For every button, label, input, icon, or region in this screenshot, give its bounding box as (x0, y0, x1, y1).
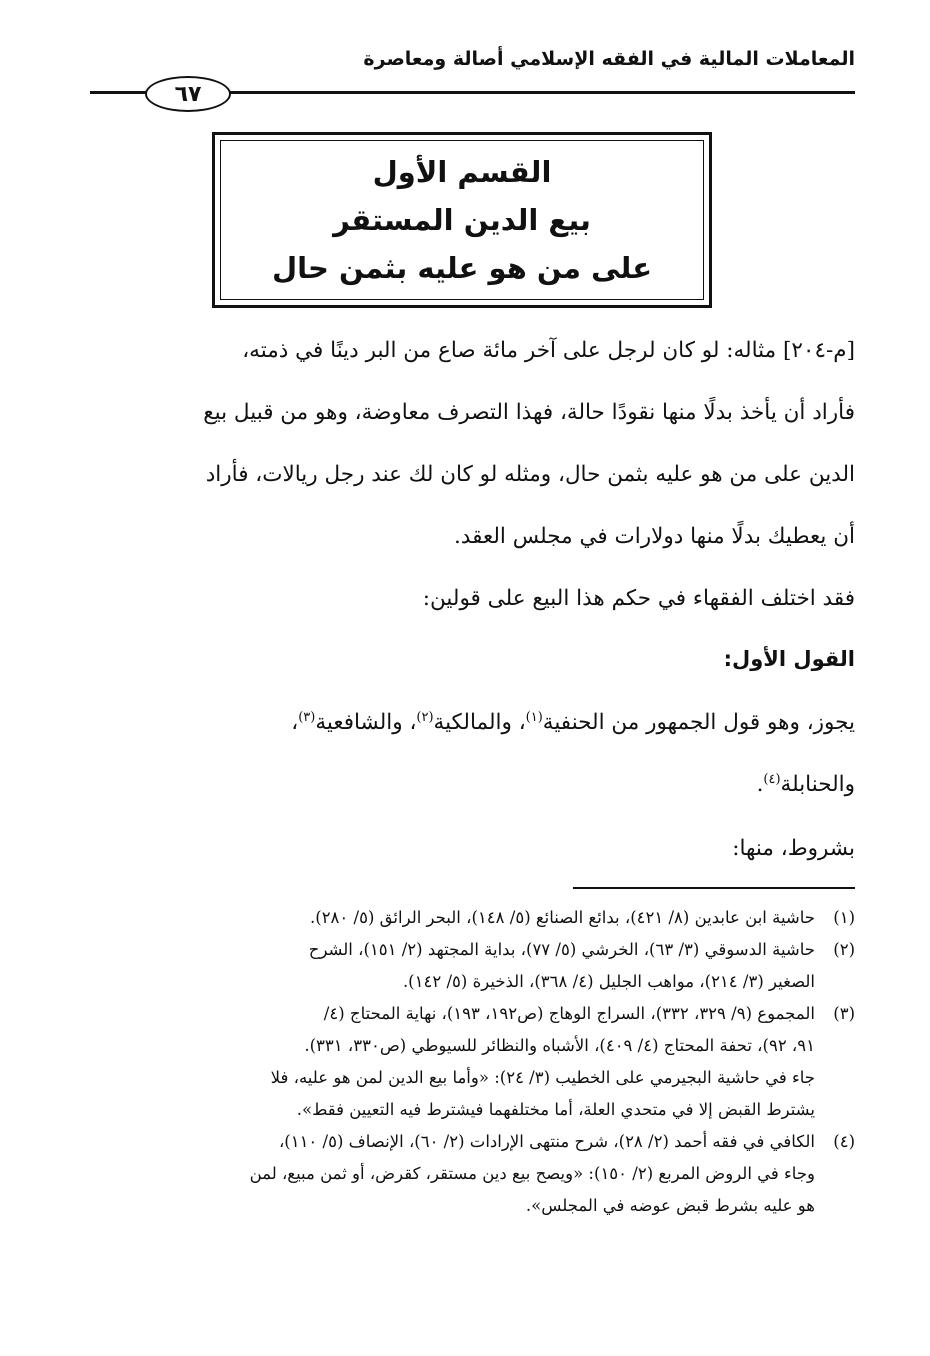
text-run: ، والشافعية (315, 710, 417, 735)
footnote-body (75, 998, 815, 1126)
page-number: ٦٧ (145, 76, 231, 112)
paragraph-line: بشروط، منها: (732, 836, 855, 861)
footnote-marker: (١) (525, 709, 543, 725)
footnote-number: (٢) (833, 940, 855, 959)
paragraph-example (95, 320, 855, 568)
footnote-line: يشترط القبض إلا في متحدي العلة، أما مختلفهما فيشترط فيه التعيين فقط». (296, 1100, 815, 1119)
footnote-marker: (٢) (416, 709, 434, 725)
subheading-first-opinion (95, 628, 855, 690)
footnote-line: جاء في حاشية البجيرمي على الخطيب (٣/ ٢٤): «وأما بيع الدين لمن هو عليه، فلا (270, 1068, 815, 1087)
footnote-marker: (٣) (298, 709, 316, 725)
section-title-frame (212, 132, 712, 308)
footnote-line: ٩١، ٩٢)، تحفة المحتاج (٤/ ٤٠٩)، الأشباه والنظائر للسيوطي (ص٣٣٠، ٣٣١). (304, 1036, 815, 1055)
footnote-separator (573, 887, 855, 889)
text-run: ، (291, 710, 299, 735)
subheading-text: القول الأول: (723, 647, 855, 671)
paragraph-line: [م-٢٠٤] مثاله: لو كان لرجل على آخر مائة صاع من البر دينًا في ذمته، (242, 338, 855, 363)
footnote-body (75, 902, 815, 934)
footnotes (75, 902, 855, 1222)
footnote-number: (٣) (833, 1004, 855, 1023)
paragraph-disagreement (95, 568, 855, 630)
footnote-body (75, 1126, 815, 1222)
paragraph-conditions (95, 818, 855, 880)
section-title-line-1: القسم الأول (372, 155, 552, 189)
footnote-line: هو عليه بشرط قبض عوضه في المجلس». (525, 1196, 815, 1215)
paragraph-line: أن يعطيك بدلًا منها دولارات في مجلس العقد. (453, 524, 855, 549)
footnote-marker: (٤) (763, 771, 781, 787)
section-title-inner-border (220, 140, 704, 300)
footnote-2 (75, 934, 855, 998)
footnote-number: (١) (833, 908, 855, 927)
footnote-line: وجاء في الروض المربع (٢/ ١٥٠): «ويصح بيع دين مستقر، كقرض، أو ثمن مبيع، لمن (249, 1164, 815, 1183)
footnote-number: (٤) (833, 1132, 855, 1151)
paragraph-line: فقد اختلف الفقهاء في حكم هذا البيع على قولين: (422, 586, 855, 611)
section-title-line-3: على من هو عليه بثمن حال (271, 251, 653, 285)
footnote-line: حاشية ابن عابدين (٨/ ٤٢١)، بدائع الصنائع (٥/ ١٤٨)، البحر الرائق (٥/ ٢٨٠). (310, 908, 815, 927)
text-run: . (756, 772, 764, 797)
footnote-4 (75, 1126, 855, 1222)
footnote-line: الكافي في فقه أحمد (٢/ ٢٨)، شرح منتهى الإرادات (٢/ ٦٠)، الإنصاف (٥/ ١١٠)، (278, 1132, 815, 1151)
text-run: والحنابلة (780, 772, 855, 797)
text-run: يجوز، وهو قول الجمهور من الحنفية (542, 710, 855, 735)
paragraph-line (95, 754, 855, 816)
footnote-3 (75, 998, 855, 1126)
section-title-line-2: بيع الدين المستقر (333, 203, 591, 237)
paragraph-first-opinion (95, 692, 855, 816)
paragraph-line: فأراد أن يأخذ بدلًا منها نقودًا حالة، فهذا التصرف معاوضة، وهو من قبيل بيع (203, 400, 855, 425)
running-title: المعاملات المالية في الفقه الإسلامي أصالة ومعاصرة (363, 48, 855, 70)
text-run: ، والمالكية (433, 710, 526, 735)
paragraph-line (95, 692, 855, 754)
footnote-line: المجموع (٩/ ٣٢٩، ٣٣٢)، السراج الوهاج (ص١٩٢، ١٩٣)، نهاية المحتاج (٤/ (323, 1004, 815, 1023)
paragraph-line: الدين على من هو عليه بثمن حال، ومثله لو كان لك عند رجل ريالات، فأراد (205, 462, 855, 487)
footnote-line: الصغير (٣/ ٢١٤)، مواهب الجليل (٤/ ٣٦٨)، الذخيرة (٥/ ١٤٢). (402, 972, 815, 991)
footnote-1 (75, 902, 855, 934)
footnote-body (75, 934, 815, 998)
footnote-line: حاشية الدسوقي (٣/ ٦٣)، الخرشي (٥/ ٧٧)، بداية المجتهد (٢/ ١٥١)، الشرح (308, 940, 815, 959)
